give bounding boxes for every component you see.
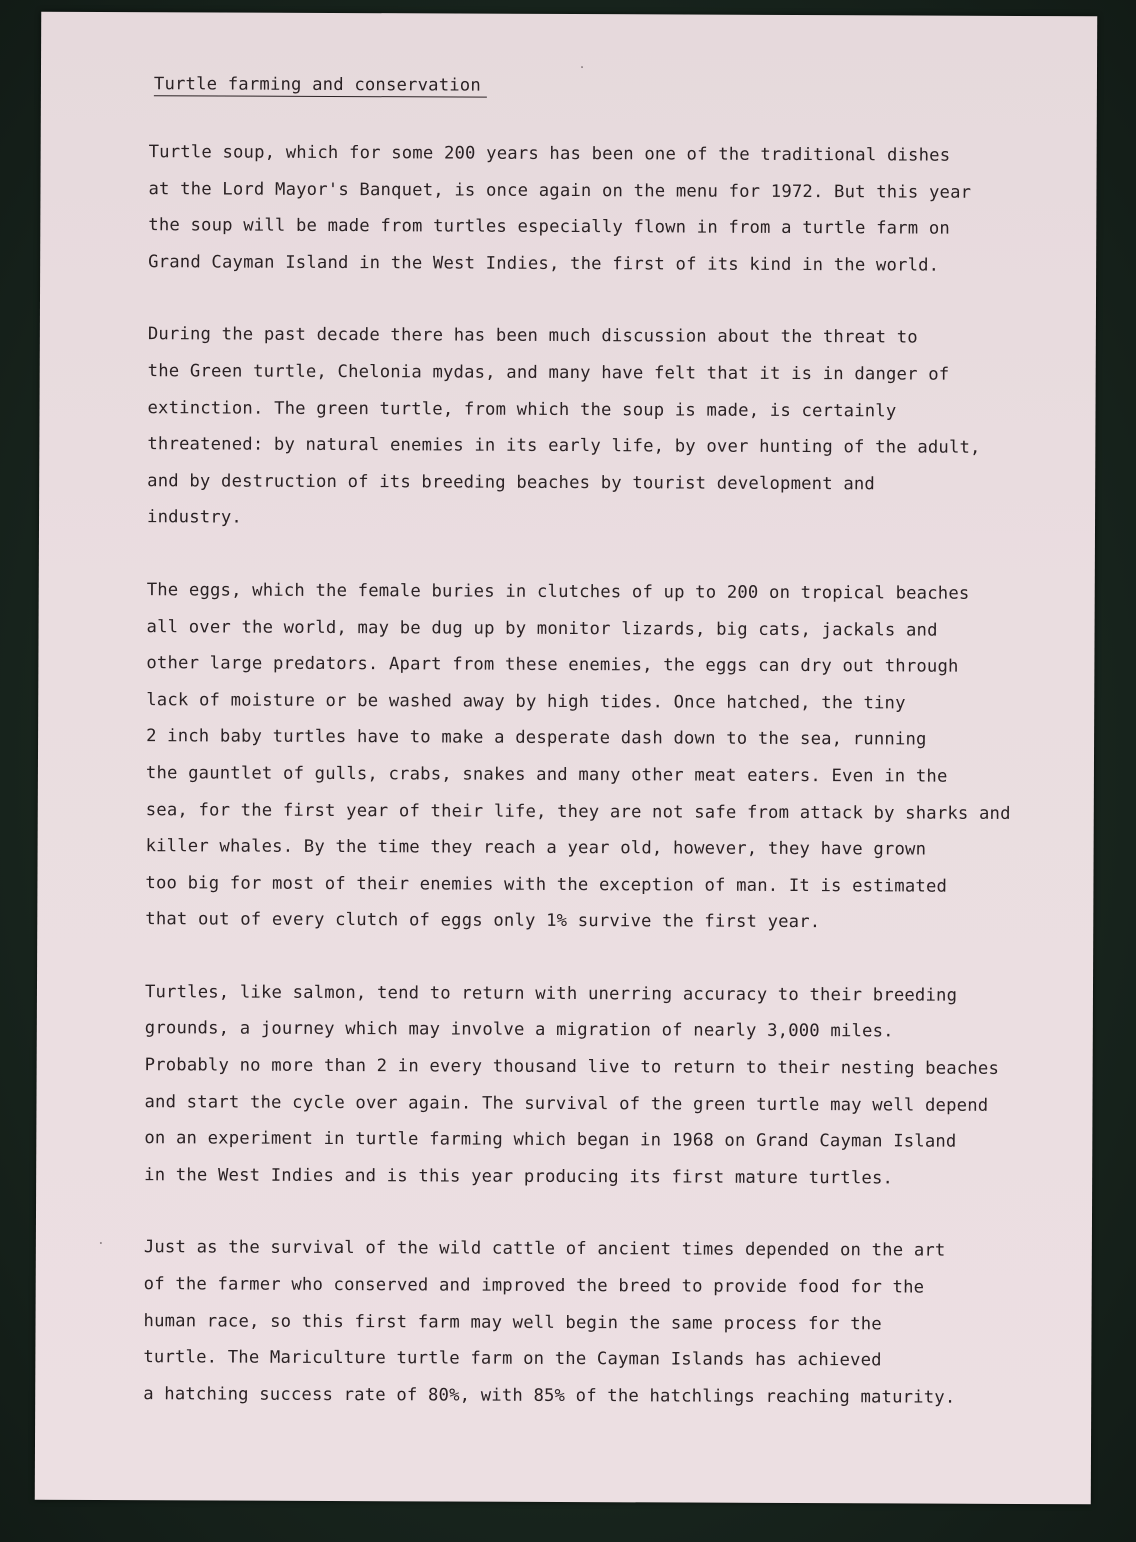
text-line: Turtles, like salmon, tend to return with unerring accuracy to their breeding [144, 982, 958, 1006]
text-line: grounds, a journey which may involve a migration of nearly 3,000 miles. [144, 1018, 894, 1042]
text-line: the Green turtle, Chelonia mydas, and many have felt that it is in danger of [147, 361, 950, 385]
text-line: Probably no more than 2 in every thousand live to return to their nesting beaches [144, 1055, 1000, 1079]
paragraph [145, 572, 1027, 942]
paragraph [144, 974, 1025, 1197]
text-line: the soup will be made from turtles especially flown in from a turtle farm on [148, 215, 950, 239]
page-title: Turtle farming and conservation [154, 74, 487, 97]
text-line: extinction. The green turtle, from which the soup is made, is certainly [147, 397, 897, 422]
text-line: Just as the survival of the wild cattle of ancient times depended on the art [143, 1237, 946, 1262]
text-line: all over the world, may be dug up by monitor lizards, big cats, jackals and [146, 616, 938, 641]
text-line: human race, so this first farm may well begin the same process for the [143, 1310, 882, 1335]
text-line: Grand Cayman Island in the West Indies, the first of its kind in the world. [148, 251, 940, 276]
text-line: at the Lord Mayor's Banquet, is once again on the menu for 1972. But this year [148, 178, 972, 203]
text-line: industry. [147, 507, 243, 528]
text-line: During the past decade there has been much discussion about the threat to [147, 324, 918, 348]
paragraph [148, 134, 1029, 284]
typed-page [35, 12, 1097, 1505]
text-line: in the West Indies and is this year producing its first mature turtles. [144, 1165, 894, 1189]
paper-speck [100, 1242, 102, 1244]
paragraph [147, 317, 1028, 540]
text-line: that out of every clutch of eggs only 1% survive the first year. [145, 909, 821, 933]
text-line: and by destruction of its breeding beaches by tourist development and [147, 470, 876, 495]
text-line: of the farmer who conserved and improved the breed to provide food for the [143, 1274, 925, 1298]
text-line: the gauntlet of gulls, crabs, snakes and many other meat eaters. Even in the [145, 763, 948, 787]
page-content [143, 74, 1029, 1452]
text-line: killer whales. By the time they reach a year old, however, they have grown [145, 836, 927, 860]
text-line: on an experiment in turtle farming which began in 1968 on Grand Cayman Island [144, 1128, 957, 1152]
text-line: lack of moisture or be washed away by high tides. Once hatched, the tiny [146, 689, 906, 714]
paper-speck [581, 66, 583, 68]
paragraphs [143, 134, 1029, 1416]
text-line: a hatching success rate of 80%, with 85% of the hatchlings reaching maturity. [143, 1383, 956, 1408]
text-line: 2 inch baby turtles have to make a desperate dash down to the sea, running [146, 726, 927, 750]
text-line: turtle. The Mariculture turtle farm on the Cayman Islands has achieved [143, 1347, 882, 1371]
text-line: too big for most of their enemies with the exception of man. It is estimated [145, 872, 948, 897]
text-line: threatened: by natural enemies in its early life, by over hunting of the adult, [147, 434, 981, 458]
text-line: sea, for the first year of their life, they are not safe from attack by sharks and [145, 799, 1011, 824]
text-line: and start the cycle over again. The survival of the green turtle may well depend [144, 1091, 989, 1116]
paragraph [143, 1230, 1024, 1417]
text-line: Turtle soup, which for some 200 years has been one of the traditional dishes [148, 142, 951, 166]
text-line: other large predators. Apart from these enemies, the eggs can dry out through [146, 653, 959, 677]
text-line: The eggs, which the female buries in clutches of up to 200 on tropical beaches [146, 580, 970, 604]
